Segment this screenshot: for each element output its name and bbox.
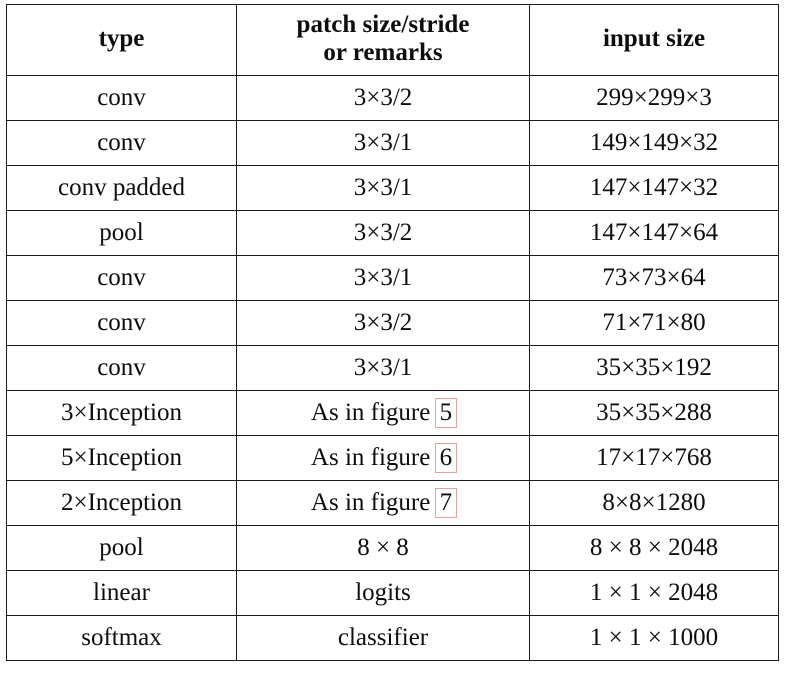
table-row xyxy=(7,436,779,481)
table-row xyxy=(7,166,779,211)
cell-patch-size xyxy=(237,481,530,526)
cell-layer-type: 2×Inception xyxy=(7,481,237,526)
table-header xyxy=(7,5,779,76)
cell-patch-size: 3×3/2 xyxy=(237,301,530,346)
cell-layer-type: conv xyxy=(7,256,237,301)
cell-layer-type: conv padded xyxy=(7,166,237,211)
paper-figure-page xyxy=(0,4,786,677)
table-row xyxy=(7,481,779,526)
cell-layer-type: pool xyxy=(7,211,237,256)
cell-patch-size: 3×3/1 xyxy=(237,166,530,211)
table-row xyxy=(7,391,779,436)
cell-patch-size: 3×3/2 xyxy=(237,76,530,121)
cell-patch-size: 3×3/1 xyxy=(237,256,530,301)
cell-layer-type: conv xyxy=(7,301,237,346)
cell-patch-size-text: As in figure xyxy=(310,399,437,426)
table-row xyxy=(7,121,779,166)
cell-layer-type: conv xyxy=(7,76,237,121)
table-row xyxy=(7,256,779,301)
cell-patch-size-text: As in figure xyxy=(310,444,437,471)
cell-input-size: 147×147×32 xyxy=(530,166,779,211)
figure-reference-highlight: 7 xyxy=(435,488,458,518)
column-header-type: type xyxy=(7,5,237,76)
column-header-patch-size-line2: or remarks xyxy=(323,39,443,66)
cell-input-size: 17×17×768 xyxy=(530,436,779,481)
table-row xyxy=(7,301,779,346)
cell-patch-size xyxy=(237,436,530,481)
table-body xyxy=(7,76,779,661)
table-row xyxy=(7,211,779,256)
cell-layer-type: 3×Inception xyxy=(7,391,237,436)
table-row xyxy=(7,571,779,616)
cell-input-size: 147×147×64 xyxy=(530,211,779,256)
cell-layer-type: conv xyxy=(7,121,237,166)
cell-layer-type: softmax xyxy=(7,616,237,661)
cell-input-size: 1 × 1 × 2048 xyxy=(530,571,779,616)
table-row xyxy=(7,616,779,661)
column-header-patch-size-line1: patch size/stride xyxy=(296,11,470,38)
cell-input-size: 73×73×64 xyxy=(530,256,779,301)
cell-patch-size: 3×3/2 xyxy=(237,211,530,256)
table-row xyxy=(7,526,779,571)
cell-patch-size: 3×3/1 xyxy=(237,121,530,166)
cell-input-size: 299×299×3 xyxy=(530,76,779,121)
cell-layer-type: pool xyxy=(7,526,237,571)
cell-input-size: 149×149×32 xyxy=(530,121,779,166)
column-header-input-size: input size xyxy=(530,5,779,76)
cell-patch-size xyxy=(237,391,530,436)
cell-patch-size: logits xyxy=(237,571,530,616)
table-row xyxy=(7,346,779,391)
network-architecture-table xyxy=(6,4,779,661)
cell-patch-size: classifier xyxy=(237,616,530,661)
figure-reference-highlight: 5 xyxy=(435,398,458,428)
cell-input-size: 1 × 1 × 1000 xyxy=(530,616,779,661)
cell-patch-size-text: As in figure xyxy=(310,489,437,516)
cell-input-size: 35×35×192 xyxy=(530,346,779,391)
cell-input-size: 8 × 8 × 2048 xyxy=(530,526,779,571)
cell-layer-type: 5×Inception xyxy=(7,436,237,481)
table-row xyxy=(7,76,779,121)
cell-patch-size: 8 × 8 xyxy=(237,526,530,571)
figure-reference-highlight: 6 xyxy=(435,443,458,473)
table-header-row xyxy=(7,5,779,76)
cell-input-size: 8×8×1280 xyxy=(530,481,779,526)
cell-input-size: 71×71×80 xyxy=(530,301,779,346)
cell-patch-size: 3×3/1 xyxy=(237,346,530,391)
cell-layer-type: conv xyxy=(7,346,237,391)
cell-layer-type: linear xyxy=(7,571,237,616)
column-header-patch-size xyxy=(237,5,530,76)
cell-input-size: 35×35×288 xyxy=(530,391,779,436)
